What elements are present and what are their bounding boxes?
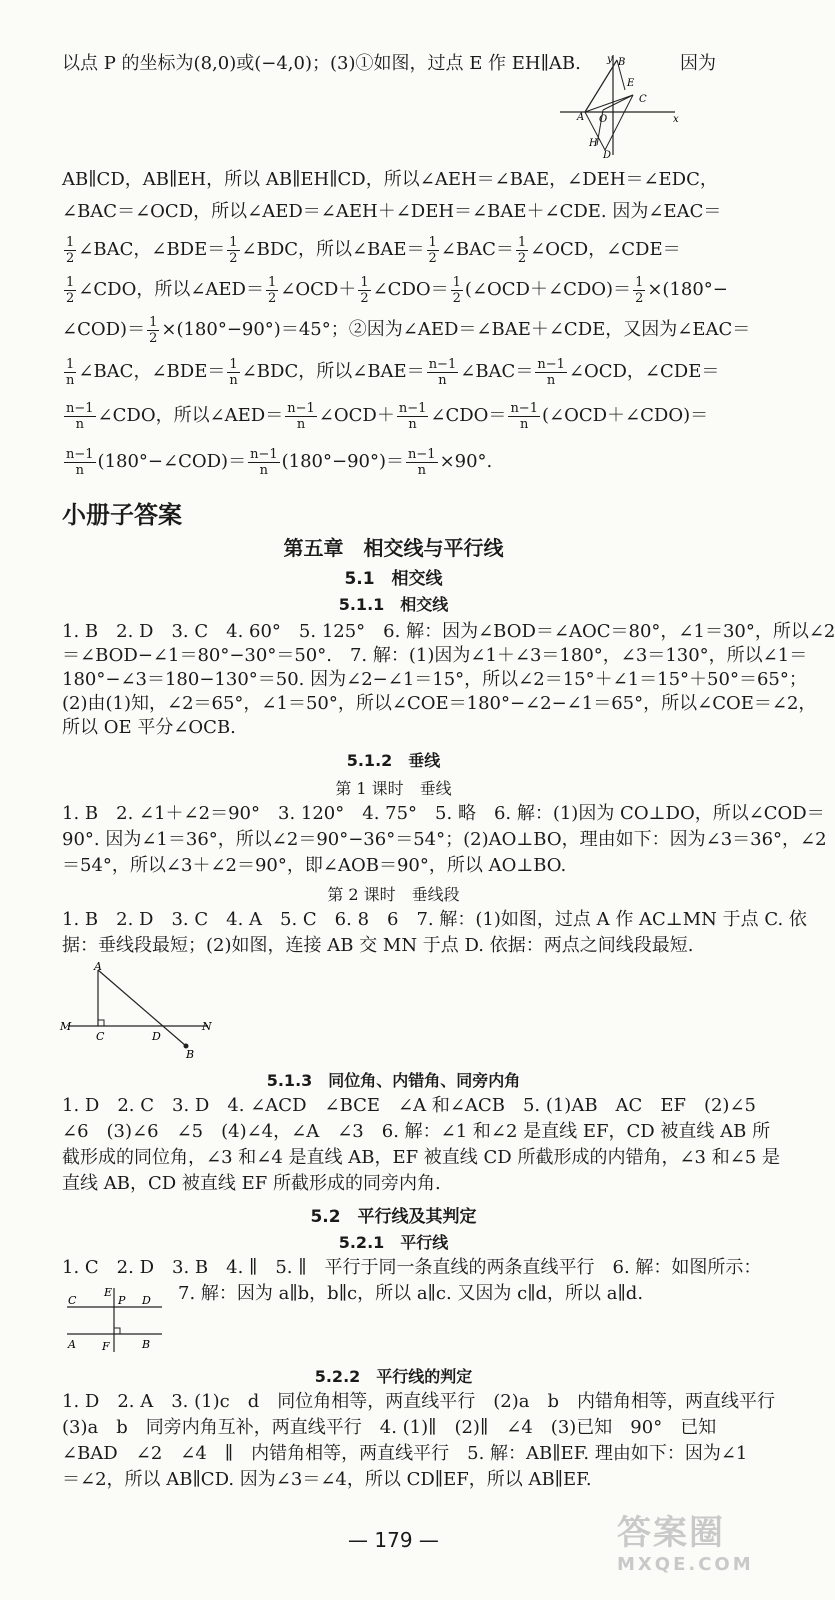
text-line: 截形成的同位角，∠3 和∠4 是直线 AB，EF 被直线 CD 所截形成的内错角，∠3 和∠5 是	[62, 1147, 780, 1168]
text-line: 1. C 2. D 3. B 4. ∥ 5. ∥ 平行于同一条直线的两条直线平行 6. 解：如图所示：	[62, 1257, 762, 1278]
perpendicular-figure	[58, 958, 228, 1061]
subsection-heading: 5.1.1 相交线	[338, 595, 449, 614]
fraction: $\frac{n-1}{n}$	[250, 446, 278, 478]
watermark: 答案圈 MXQE.COM	[617, 1513, 754, 1575]
text-line: 1. D 2. C 3. D 4. ∠ACD ∠BCE ∠A 和∠ACB 5. (1)AB AC EF (2)∠5	[62, 1095, 756, 1116]
text-line: 据：垂线段最短；(2)如图，连接 AB 交 MN 于点 D. 依据：两点之间线段最短.	[62, 935, 694, 956]
chapter-title: 第五章 相交线与平行线	[283, 536, 504, 560]
text-line: 1. B 2. ∠1＋∠2＝90° 3. 120° 4. 75° 5. 略 6. 解：(1)因为 CO⊥DO，所以∠COD＝	[62, 803, 825, 824]
fraction: $\frac{n-1}{n}$	[408, 446, 436, 478]
text-line: 直线 AB，CD 被直线 EF 所截形成的同旁内角.	[62, 1173, 441, 1194]
text-line: 1. B 2. D 3. C 4. 60° 5. 125° 6. 解：因为∠BOD＝∠AOC＝80°，∠1＝30°，所以∠2	[62, 621, 835, 642]
text-line: 因为	[680, 53, 716, 74]
fraction: $\frac{1}{2}$	[360, 274, 369, 306]
fraction: $\frac{n-1}{n}$	[537, 356, 565, 388]
point-label: C	[639, 94, 647, 105]
fraction: $\frac{1}{2}$	[66, 274, 75, 306]
text-line: 90°. 因为∠1＝36°，所以∠2＝90°−36°＝54°；(2)AO⊥BO，理由如下：因为∠3＝36°，∠2	[62, 829, 827, 850]
point-label: D	[142, 1294, 151, 1307]
subsection-heading: 5.1.3 同位角、内错角、同旁内角	[266, 1071, 521, 1090]
text-line: 1. D 2. A 3. (1)c d 同位角相等，两直线平行 (2)a b 内错角相等，两直线平行	[62, 1391, 775, 1412]
point-label: E	[104, 1286, 113, 1299]
text-line: ∠6 (3)∠6 ∠5 (4)∠4，∠A ∠3 6. 解：∠1 和∠2 是直线 EF，CD 被直线 AB 所	[62, 1121, 771, 1142]
text-line: (2)由(1)知，∠2＝65°，∠1＝50°，所以∠COE＝180°−∠2−∠1＝65°，所以∠COE＝∠2，	[62, 693, 817, 714]
text-line: ＝∠2，所以 AB∥CD. 因为∠3＝∠4，所以 CD∥EF，所以 AB∥EF.	[62, 1469, 592, 1490]
text-line: ＝∠BOD−∠1＝80°−30°＝50°. 7. 解：(1)因为∠1＋∠3＝180°，∠3＝130°，所以∠1＝	[62, 645, 808, 666]
point-label: M	[60, 1020, 72, 1033]
point-label: A	[94, 960, 102, 973]
text-line: 所以 OE 平分∠OCB.	[62, 717, 236, 738]
fraction: $\frac{n-1}{n}$	[287, 400, 315, 432]
text-line: 1. B 2. D 3. C 4. A 5. C 6. 8 6 7. 解：(1)如图，过点 A 作 AC⊥MN 于点 C. 依	[62, 909, 807, 930]
point-label: P	[118, 1294, 126, 1307]
text-line: $\frac{1}{2}$ ∠BAC，∠BDE＝ $\frac{1}{2}$ ∠BDC，所以∠BAE＝ $\frac{1}{2}$ ∠BAC＝ $\frac{1}{2}$ ∠OCD，∠CDE＝	[66, 234, 681, 266]
point-label: B	[618, 57, 626, 68]
section-title: 小册子答案	[62, 501, 182, 529]
text-line: AB∥CD，AB∥EH，所以 AB∥EH∥CD，所以∠AEH＝∠BAE，∠DEH＝∠EDC，	[62, 169, 718, 190]
point-label: F	[102, 1340, 110, 1353]
text-line: $\frac{n-1}{n}$ (180°−∠COD)＝ $\frac{n-1}{n}$ (180°−90°)＝ $\frac{n-1}{n}$ ×90°.	[66, 446, 493, 478]
point-label: E	[627, 78, 635, 89]
fraction: $\frac{n-1}{n}$	[428, 356, 457, 388]
page-number: — 179 —	[348, 1528, 439, 1552]
fraction: $\frac{n-1}{n}$	[398, 400, 427, 432]
point-label: D	[152, 1030, 161, 1043]
point-label: C	[68, 1294, 77, 1307]
fraction: $\frac{n-1}{n}$	[66, 400, 94, 432]
point-label: B	[142, 1338, 151, 1351]
text-line: (3)a b 同旁内角互补，两直线平行 4. (1)∥ (2)∥ ∠4 (3)已知 90° 已知	[62, 1417, 717, 1438]
fraction: $\frac{1}{2}$	[517, 234, 527, 266]
fraction: $\frac{1}{2}$	[149, 314, 158, 346]
text-line: ∠COD)＝ $\frac{1}{2}$ ×(180°−90°)＝45°；②因为∠AED＝∠BAE＋∠CDE，又因为∠EAC＝	[62, 314, 751, 346]
fraction: $\frac{1}{n}$	[229, 356, 238, 388]
axis-label-x: x	[673, 114, 679, 125]
text-line: ∠BAD ∠2 ∠4 ∥ 内错角相等，两直线平行 5. 解：AB∥EF. 理由如下：因为∠1	[62, 1443, 748, 1464]
text-line: $\frac{1}{2}$ ∠CDO，所以∠AED＝ $\frac{1}{2}$ ∠OCD＋ $\frac{1}{2}$ ∠CDO＝ $\frac{1}{2}$ (∠OCD＋∠CDO)＝ $\frac{1}{2}$ ×(180°−	[66, 274, 728, 306]
subsection-heading: 5.2.1 平行线	[338, 1233, 449, 1252]
coordinate-figure	[555, 50, 685, 160]
point-label: B	[186, 1048, 195, 1061]
section-heading: 5.2 平行线及其判定	[310, 1207, 477, 1227]
parallel-lines-figure	[62, 1282, 172, 1362]
point-label: D	[603, 150, 612, 161]
text-line: $\frac{n-1}{n}$ ∠CDO，所以∠AED＝ $\frac{n-1}{n}$ ∠OCD＋ $\frac{n-1}{n}$ ∠CDO＝ $\frac{n-1}{n}$ (∠OCD＋∠CDO)＝	[66, 400, 709, 432]
text-line: 7. 解：因为 a∥b，b∥c，所以 a∥c. 又因为 c∥d，所以 a∥d.	[178, 1283, 644, 1304]
text-line: 180°−∠3＝180−130°＝50. 因为∠2−∠1＝15°，所以∠2＝15°＋∠1＝15°＋50°＝65°；	[62, 669, 807, 690]
text-line: ∠BAC＝∠OCD，所以∠AED＝∠AEH＋∠DEH＝∠BAE＋∠CDE. 因为∠EAC＝	[62, 201, 722, 222]
point-label: N	[202, 1020, 212, 1033]
section-heading: 5.1 相交线	[344, 569, 443, 589]
fraction: $\frac{1}{2}$	[635, 274, 644, 306]
point-label: H	[589, 138, 598, 149]
subsection-heading: 5.2.2 平行线的判定	[314, 1367, 473, 1386]
text-line: $\frac{1}{n}$ ∠BAC，∠BDE＝ $\frac{1}{n}$ ∠BDC，所以∠BAE＝ $\frac{n-1}{n}$ ∠BAC＝ $\frac{n-1}{n}$ ∠OCD，∠CDE＝	[66, 356, 720, 388]
axis-label-y: y	[607, 54, 613, 65]
fraction: $\frac{1}{2}$	[66, 234, 75, 266]
point-label: C	[96, 1030, 105, 1043]
fraction: $\frac{n-1}{n}$	[66, 446, 94, 478]
lesson-heading: 第 1 课时 垂线	[335, 779, 452, 798]
subsection-heading: 5.1.2 垂线	[346, 751, 441, 770]
fraction: $\frac{1}{2}$	[452, 274, 461, 306]
point-label: A	[68, 1338, 76, 1351]
point-label: A	[577, 112, 585, 123]
lesson-heading: 第 2 课时 垂线段	[327, 885, 460, 904]
fraction: $\frac{1}{2}$	[229, 234, 238, 266]
point-label: O	[599, 114, 608, 125]
fraction: $\frac{1}{n}$	[66, 356, 75, 388]
fraction: $\frac{1}{2}$	[267, 274, 277, 306]
text-line: 以点 P 的坐标为(8,0)或(−4,0)；(3)①如图，过点 E 作 EH∥AB.	[62, 53, 581, 74]
text-line: ＝54°，所以∠3＋∠2＝90°，即∠AOB＝90°，所以 AO⊥BO.	[62, 855, 567, 876]
fraction: $\frac{1}{2}$	[428, 234, 437, 266]
fraction: $\frac{n-1}{n}$	[510, 400, 538, 432]
